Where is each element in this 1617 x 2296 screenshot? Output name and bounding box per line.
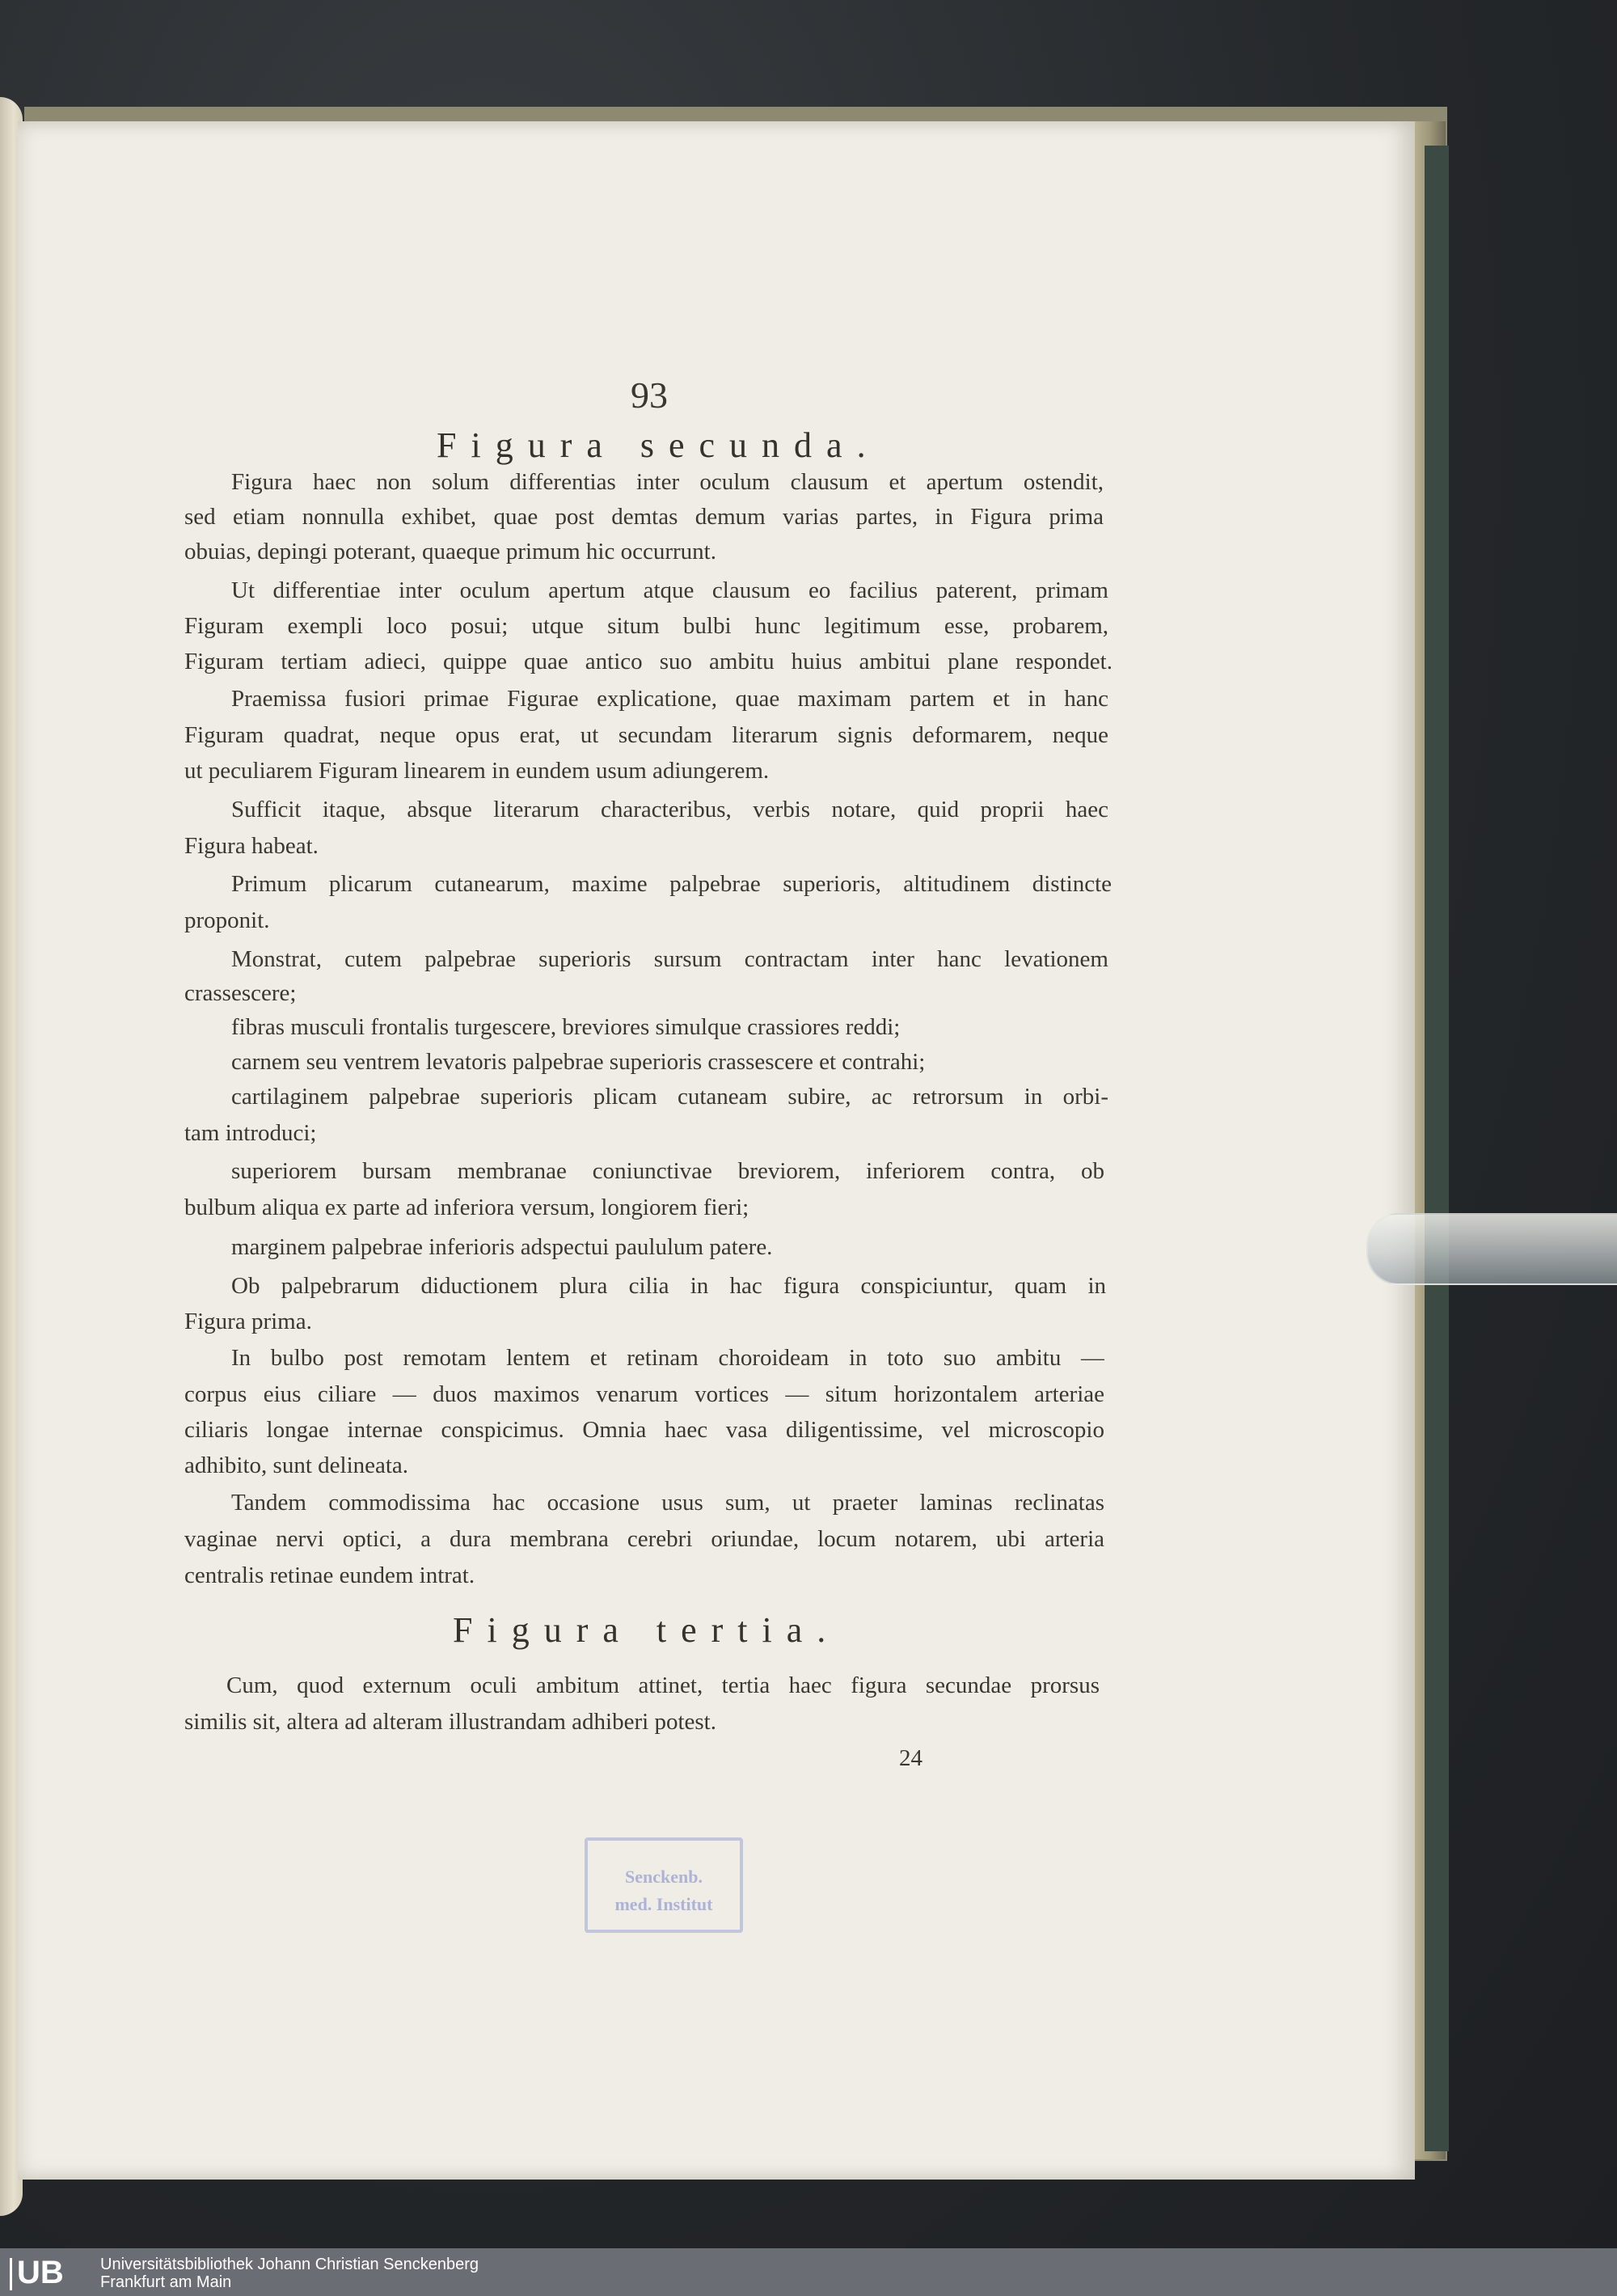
figura-secunda-text-line: adhibito, sunt delineata.	[184, 1452, 409, 1478]
page-number: 93	[631, 374, 668, 416]
figura-secunda-text-line: Praemissa fusiori primae Figurae explicatione, quae maximam partem et in hanc	[231, 686, 1108, 712]
figura-secunda-text-line: crassescere;	[184, 980, 297, 1006]
figura-secunda-text-line: Figuram quadrat, neque opus erat, ut secundam literarum signis deformarem, neque	[184, 722, 1108, 748]
figura-secunda-text-line: cartilaginem palpebrae superioris plicam cutaneam subire, ac retrorsum in orbi-	[231, 1084, 1108, 1110]
footer-institution: Universitätsbibliothek Johann Christian Senckenberg	[100, 2256, 479, 2273]
figura-secunda-text-line: Figuram tertiam adieci, quippe quae antico suo ambitu huius ambitui plane respondet.	[184, 649, 1112, 674]
page-clip	[1366, 1213, 1617, 1285]
figura-secunda-text-line: sed etiam nonnulla exhibet, quae post demtas demum varias partes, in Figura prima	[184, 504, 1104, 530]
figura-secunda-text-line: Figura prima.	[184, 1309, 312, 1334]
figura-secunda-text-line: superiorem bursam membranae coniunctivae breviorem, inferiorem contra, ob	[231, 1158, 1104, 1184]
section-heading-figura-secunda: Figura secunda.	[437, 425, 880, 465]
library-stamp	[585, 1837, 743, 1933]
footer-city: Frankfurt am Main	[100, 2273, 232, 2291]
figura-secunda-text-line: centralis retinae eundem intrat.	[184, 1562, 475, 1588]
figura-secunda-text-line: In bulbo post remotam lentem et retinam choroideam in toto suo ambitu —	[231, 1345, 1104, 1371]
figura-secunda-text-line: proponit.	[184, 907, 270, 933]
figura-secunda-text-line: Sufficit itaque, absque literarum characteribus, verbis notare, quid proprii haec	[231, 797, 1108, 822]
logo-bar-icon	[10, 2258, 12, 2290]
figura-secunda-text-line: fibras musculi frontalis turgescere, breviores simulque crassiores reddi;	[231, 1014, 901, 1040]
figura-secunda-text-line: Figura habeat.	[184, 833, 319, 859]
figura-secunda-text-line: Ut differentiae inter oculum apertum atque clausum eo facilius paterent, primam	[231, 577, 1108, 603]
figura-secunda-text-line: Ob palpebrarum diductionem plura cilia in hac figura conspiciuntur, quam in	[231, 1273, 1106, 1299]
figura-secunda-text-line: Monstrat, cutem palpebrae superioris sursum contractam inter hanc levationem	[231, 946, 1108, 972]
ub-logo	[10, 2255, 94, 2290]
figura-secunda-text-line: bulbum aliqua ex parte ad inferiora versum, longiorem fieri;	[184, 1195, 749, 1220]
figura-secunda-text-line: marginem palpebrae inferioris adspectui paululum patere.	[231, 1234, 773, 1260]
stamp-line: Senckenb.	[625, 1867, 703, 1887]
section-heading-figura-tertia: Figura tertia.	[453, 1610, 841, 1650]
stamp-line: med. Institut	[614, 1894, 713, 1914]
figura-secunda-text-line: vaginae nervi optici, a dura membrana cerebri oriundae, locum notarem, ubi arteria	[184, 1526, 1104, 1552]
figura-secunda-text-line: obuias, depingi poterant, quaeque primum hic occurrunt.	[184, 539, 716, 564]
figura-secunda-text-line: tam introduci;	[184, 1120, 317, 1146]
binding-cloth	[1425, 146, 1449, 2151]
figura-secunda-text-line: Figura haec non solum differentias inter oculum clausum et apertum ostendit,	[231, 469, 1104, 495]
ub-logo-text: UB	[17, 2255, 64, 2290]
figura-secunda-text-line: ciliaris longae internae conspicimus. Omnia haec vasa diligentissime, vel microscopio	[184, 1417, 1104, 1443]
figura-secunda-text-line: Primum plicarum cutanearum, maxime palpebrae superioris, altitudinem distincte	[231, 871, 1112, 897]
figura-secunda-text-line: Figuram exempli loco posui; utque situm bulbi hunc legitimum esse, probarem,	[184, 613, 1108, 639]
figura-secunda-text-line: ut peculiarem Figuram linearem in eundem usum adiungerem.	[184, 758, 770, 784]
figura-tertia-text-line: Cum, quod externum oculi ambitum attinet, tertia haec figura secundae prorsus	[226, 1672, 1100, 1698]
figura-secunda-text-line: corpus eius ciliare — duos maximos venarum vortices — situm horizontalem arteriae	[184, 1381, 1104, 1407]
figura-secunda-text-line: Tandem commodissima hac occasione usus sum, ut praeter laminas reclinatas	[231, 1490, 1104, 1516]
figura-secunda-text-line: carnem seu ventrem levatoris palpebrae superioris crassescere et contrahi;	[231, 1049, 926, 1075]
signature-mark: 24	[899, 1745, 922, 1771]
figura-tertia-text-line: similis sit, altera ad alteram illustrandam adhiberi potest.	[184, 1709, 716, 1735]
